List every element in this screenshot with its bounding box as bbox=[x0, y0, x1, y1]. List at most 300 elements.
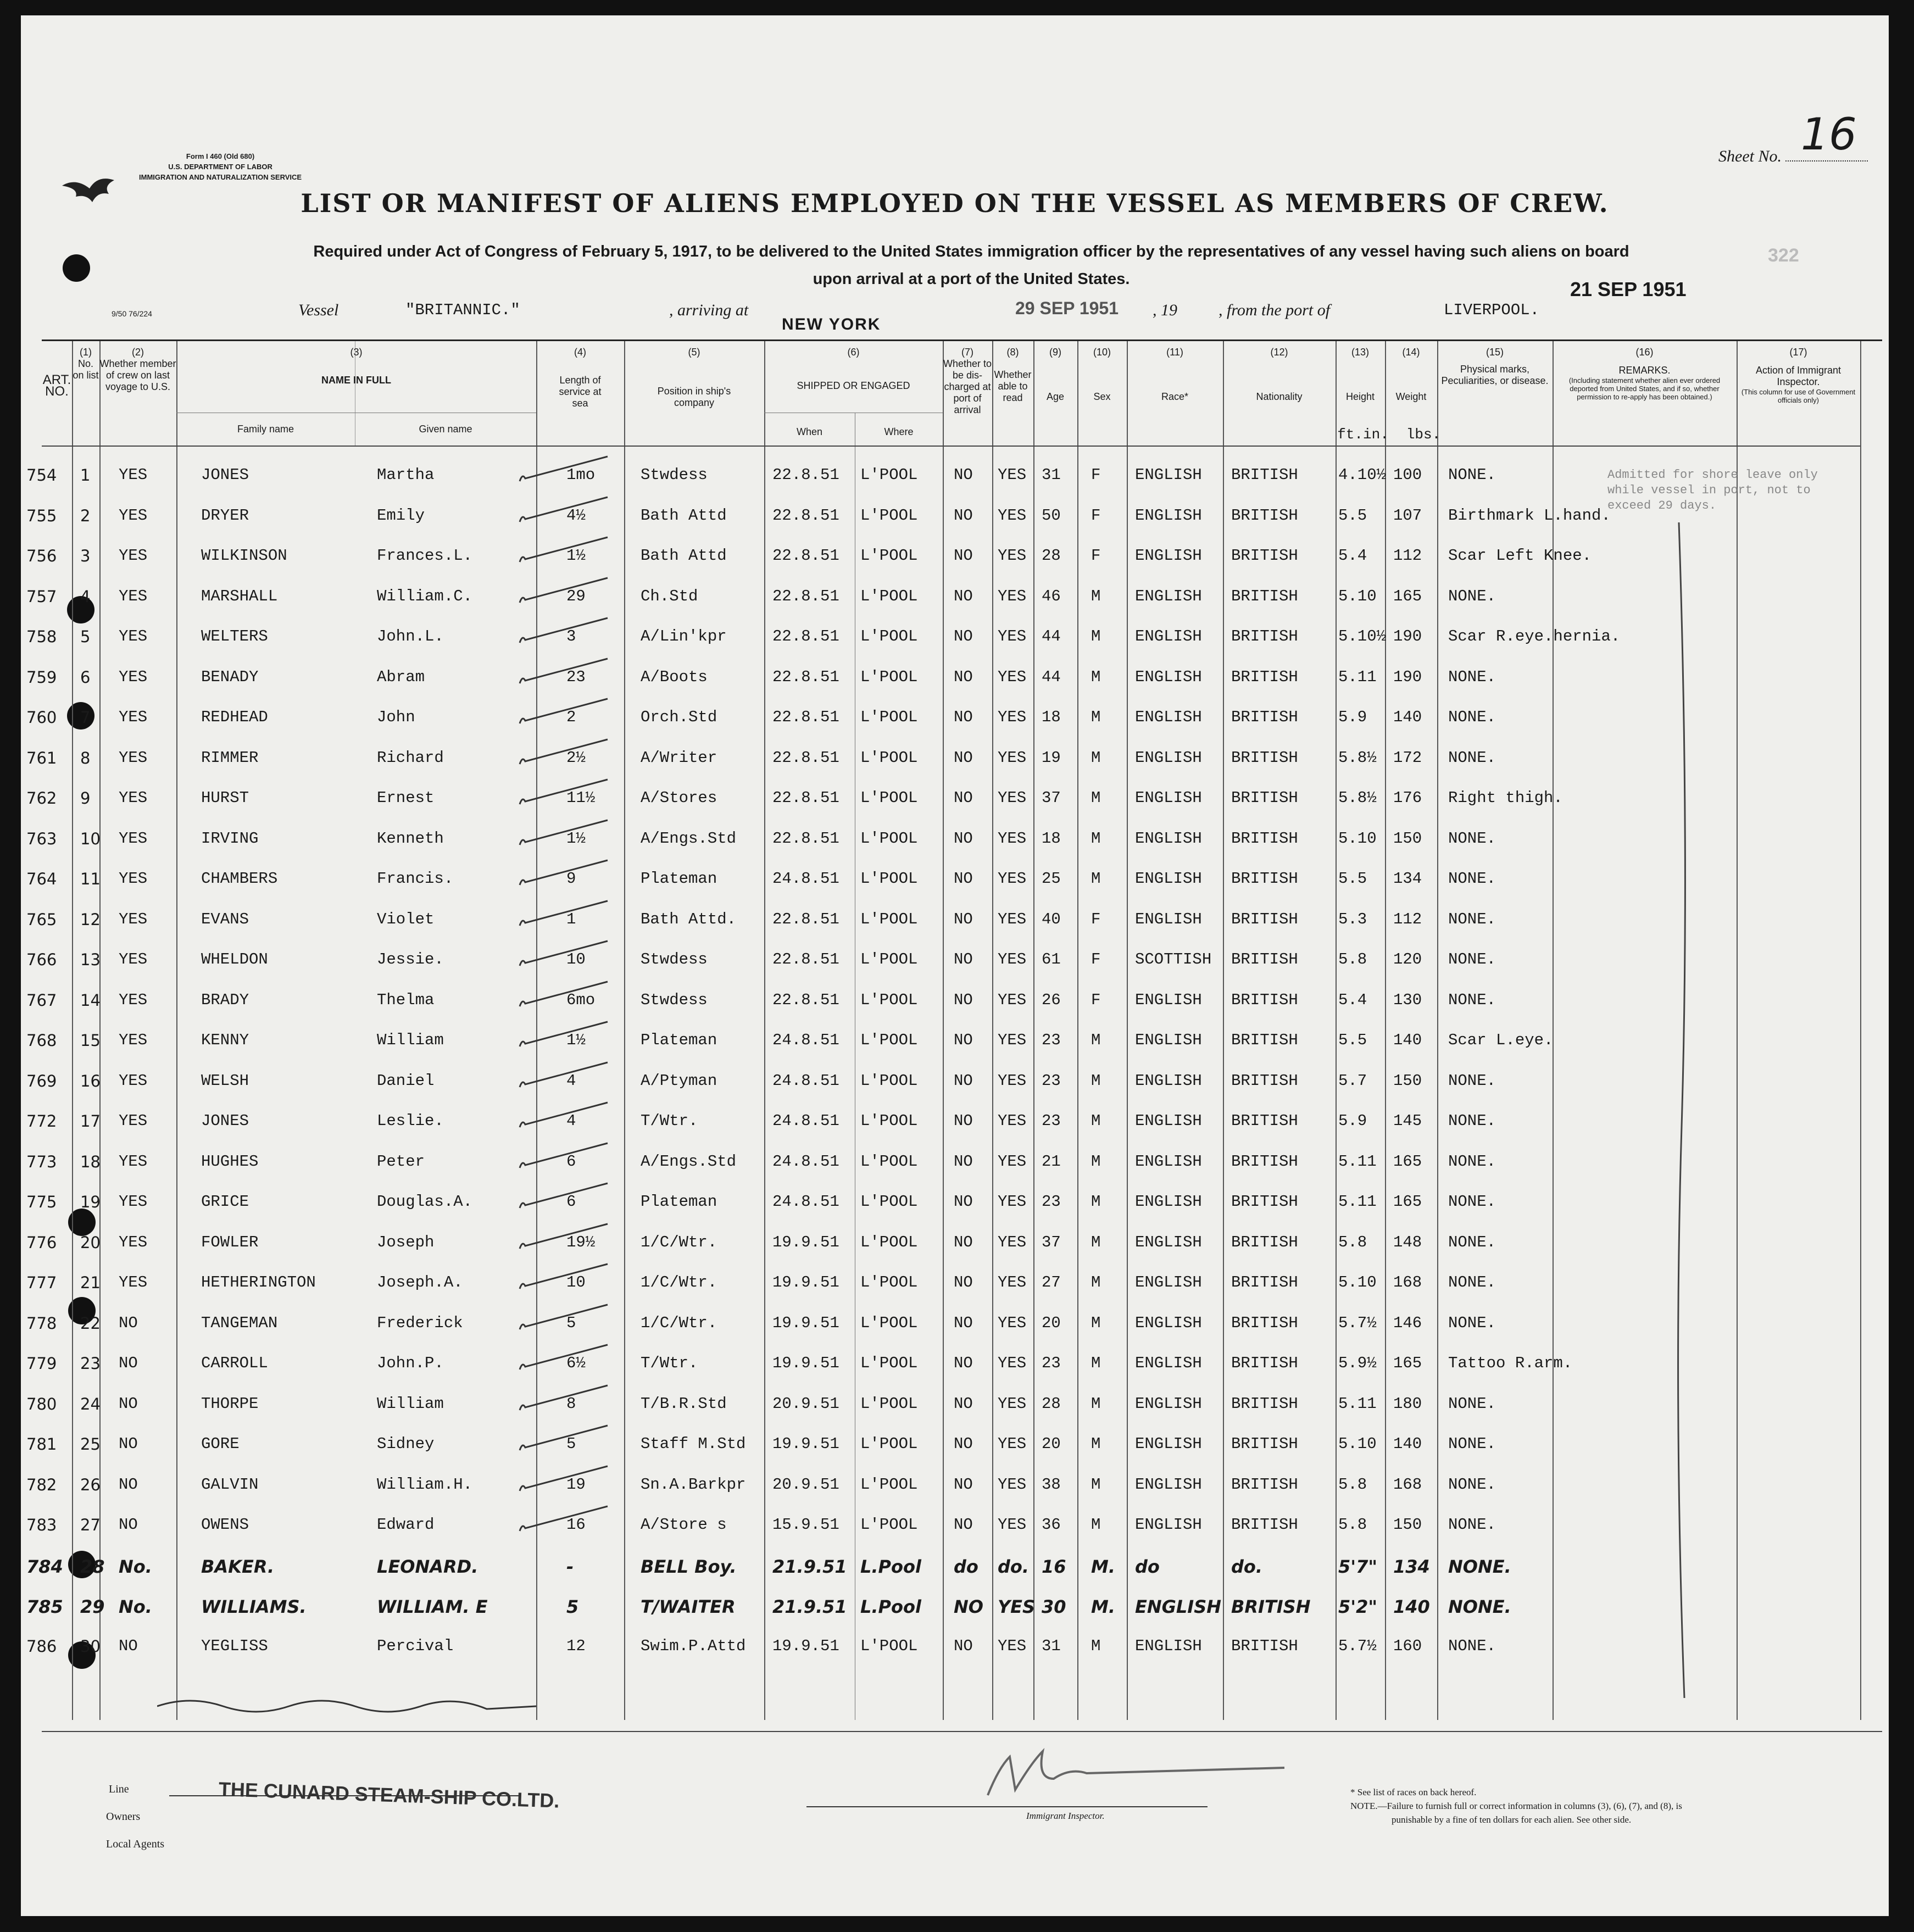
height-cell: 5.9 bbox=[1338, 708, 1367, 726]
able-to-read-cell: YES bbox=[998, 1273, 1027, 1291]
header-prev-voyage: (2) Whether member of crew on last voyage to U.S. bbox=[99, 347, 176, 392]
prev-voyage-cell: YES bbox=[119, 627, 148, 645]
given-name-cell: Leslie. bbox=[377, 1112, 444, 1130]
shipped-when-cell: 22.8.51 bbox=[772, 708, 839, 726]
age-cell: 46 bbox=[1042, 587, 1061, 605]
service-length-cell: 11½ bbox=[566, 789, 596, 807]
service-length-cell: 6mo bbox=[566, 991, 596, 1009]
discharge-cell: NO bbox=[954, 1354, 973, 1372]
nationality-cell: BRITISH bbox=[1231, 668, 1298, 686]
prev-voyage-cell: YES bbox=[119, 829, 148, 848]
service-length-cell: 1½ bbox=[566, 547, 586, 565]
race-cell: ENGLISH bbox=[1135, 506, 1202, 525]
service-length-cell: 1 bbox=[566, 910, 576, 928]
nationality-cell: BRITISH bbox=[1231, 1233, 1298, 1251]
list-number-cell: 16 bbox=[80, 1072, 101, 1090]
service-length-cell: 5 bbox=[566, 1596, 579, 1617]
table-row bbox=[26, 1060, 1882, 1100]
list-number-cell: 27 bbox=[80, 1516, 101, 1534]
physical-marks-cell: NONE. bbox=[1448, 1637, 1496, 1655]
age-cell: 19 bbox=[1042, 749, 1061, 767]
list-number-cell: 26 bbox=[80, 1476, 101, 1494]
list-number-cell: 24 bbox=[80, 1395, 101, 1413]
service-length-cell: 2 bbox=[566, 708, 576, 726]
position-cell: Stwdess bbox=[641, 991, 708, 1009]
sex-cell: M bbox=[1091, 829, 1101, 848]
shipped-where-cell: L'POOL bbox=[860, 1354, 918, 1372]
age-cell: 61 bbox=[1042, 950, 1061, 968]
list-number-cell: 7 bbox=[80, 708, 91, 727]
remarks-note: Admitted for shore leave only while vessel in port, not to exceed 29 days. bbox=[1607, 468, 1818, 513]
weight-cell: 168 bbox=[1393, 1273, 1422, 1291]
nationality-cell: BRITISH bbox=[1231, 1516, 1298, 1534]
able-to-read-cell: YES bbox=[998, 1354, 1027, 1372]
age-cell: 20 bbox=[1042, 1435, 1061, 1453]
weight-cell: 165 bbox=[1393, 1152, 1422, 1171]
service-length-cell: 6 bbox=[566, 1152, 576, 1171]
check-tick-mark bbox=[514, 1261, 613, 1294]
able-to-read-cell: YES bbox=[998, 749, 1027, 767]
page-title: LIST OR MANIFEST OF ALIENS EMPLOYED ON THE VESSEL AS MEMBERS OF CREW. bbox=[301, 188, 1609, 218]
art-number-cell: 786 bbox=[26, 1637, 57, 1656]
shipped-where-cell: L'POOL bbox=[860, 829, 918, 848]
physical-marks-cell: Right thigh. bbox=[1448, 789, 1563, 807]
header-no-on-list: (1) No. on list bbox=[73, 347, 99, 381]
discharge-cell: NO bbox=[954, 749, 973, 767]
able-to-read-cell: YES bbox=[998, 910, 1027, 928]
able-to-read-cell: YES bbox=[998, 1112, 1027, 1130]
shipped-when-cell: 24.8.51 bbox=[772, 1072, 839, 1090]
discharge-cell: NO bbox=[954, 547, 973, 565]
form-code: 9/50 76/224 bbox=[112, 309, 152, 318]
table-row bbox=[26, 615, 1882, 656]
sex-cell: M bbox=[1091, 1435, 1101, 1453]
list-number-cell: 9 bbox=[80, 789, 91, 808]
family-name-cell: BRADY bbox=[201, 991, 249, 1009]
position-cell: Bath Attd. bbox=[641, 910, 737, 928]
list-number-cell: 21 bbox=[80, 1273, 101, 1292]
shipped-where-cell: L'POOL bbox=[860, 1031, 918, 1049]
position-cell: T/Wtr. bbox=[641, 1354, 698, 1372]
check-tick-mark bbox=[514, 1100, 613, 1133]
year-label: , 19 bbox=[1153, 301, 1177, 319]
art-number-cell: 765 bbox=[26, 910, 57, 929]
shipped-where-cell: L'POOL bbox=[860, 1637, 918, 1655]
check-tick-mark bbox=[514, 858, 613, 890]
given-name-cell: Peter bbox=[377, 1152, 425, 1171]
table-row bbox=[26, 575, 1882, 616]
check-tick-mark bbox=[514, 1181, 613, 1213]
able-to-read-cell: YES bbox=[998, 1072, 1027, 1090]
prev-voyage-cell: YES bbox=[119, 789, 148, 807]
age-cell: 31 bbox=[1042, 1637, 1061, 1655]
list-number-cell: 28 bbox=[80, 1556, 105, 1577]
service-length-cell: 23 bbox=[566, 668, 586, 686]
sex-cell: M bbox=[1091, 1112, 1101, 1130]
family-name-cell: WELSH bbox=[201, 1072, 249, 1090]
art-number-cell: 785 bbox=[26, 1596, 63, 1617]
able-to-read-cell: YES bbox=[998, 870, 1027, 888]
list-number-cell: 3 bbox=[80, 547, 91, 565]
height-cell: 5.5 bbox=[1338, 870, 1367, 888]
table-row bbox=[26, 494, 1882, 535]
weight-cell: 165 bbox=[1393, 1354, 1422, 1372]
list-number-cell: 15 bbox=[80, 1031, 101, 1050]
sex-cell: M bbox=[1091, 1031, 1101, 1049]
shipped-when-cell: 21.9.51 bbox=[772, 1596, 847, 1617]
check-tick-mark bbox=[514, 615, 613, 648]
nationality-cell: BRITISH bbox=[1231, 1273, 1298, 1291]
able-to-read-cell: YES bbox=[998, 627, 1027, 645]
weight-cell: 150 bbox=[1393, 829, 1422, 848]
race-cell: ENGLISH bbox=[1135, 789, 1202, 807]
family-name-cell: BENADY bbox=[201, 668, 259, 686]
age-cell: 40 bbox=[1042, 910, 1061, 928]
height-cell: 5.11 bbox=[1338, 668, 1377, 686]
discharge-cell: NO bbox=[954, 587, 973, 605]
shipped-where-cell: L'POOL bbox=[860, 749, 918, 767]
able-to-read-cell: YES bbox=[998, 1395, 1027, 1413]
age-cell: 25 bbox=[1042, 870, 1061, 888]
prev-voyage-cell: NO bbox=[119, 1516, 138, 1534]
age-cell: 44 bbox=[1042, 668, 1061, 686]
list-number-cell: 22 bbox=[80, 1314, 101, 1333]
nationality-cell: BRITISH bbox=[1231, 506, 1298, 525]
sex-cell: M bbox=[1091, 1637, 1101, 1655]
sheet-number: Sheet No. 16 bbox=[1718, 147, 1868, 166]
discharge-cell: NO bbox=[954, 1395, 973, 1413]
shipped-when-cell: 19.9.51 bbox=[772, 1435, 839, 1453]
list-number-cell: 29 bbox=[80, 1596, 105, 1617]
age-cell: 18 bbox=[1042, 708, 1061, 726]
given-name-cell: Joseph bbox=[377, 1233, 435, 1251]
check-tick-mark bbox=[514, 737, 613, 770]
race-cell: ENGLISH bbox=[1135, 1637, 1202, 1655]
prev-voyage-cell: NO bbox=[119, 1637, 138, 1655]
prev-voyage-cell: NO bbox=[119, 1395, 138, 1413]
shipped-where-cell: L'POOL bbox=[860, 1273, 918, 1291]
physical-marks-cell: NONE. bbox=[1448, 1193, 1496, 1211]
able-to-read-cell: YES bbox=[998, 1314, 1027, 1332]
given-name-cell: Martha bbox=[377, 466, 435, 484]
able-to-read-cell: YES bbox=[998, 1637, 1027, 1655]
given-name-cell: Violet bbox=[377, 910, 435, 928]
shipped-where-cell: L'POOL bbox=[860, 1233, 918, 1251]
physical-marks-cell: NONE. bbox=[1448, 1273, 1496, 1291]
age-cell: 23 bbox=[1042, 1193, 1061, 1211]
prev-voyage-cell: No. bbox=[119, 1596, 152, 1617]
line-label: Line bbox=[109, 1783, 129, 1795]
header-name: (3) NAME IN FULL bbox=[321, 347, 391, 386]
weight-cell: 190 bbox=[1393, 627, 1422, 645]
age-cell: 23 bbox=[1042, 1112, 1061, 1130]
nationality-cell: BRITISH bbox=[1231, 627, 1298, 645]
physical-marks-cell: NONE. bbox=[1448, 1435, 1496, 1453]
height-cell: 5.5 bbox=[1338, 1031, 1367, 1049]
shipped-where-cell: L'POOL bbox=[860, 1314, 918, 1332]
race-cell: ENGLISH bbox=[1135, 1273, 1202, 1291]
able-to-read-cell: YES bbox=[998, 587, 1027, 605]
position-cell: Staff M.Std bbox=[641, 1435, 746, 1453]
given-name-cell: Ernest bbox=[377, 789, 435, 807]
check-tick-mark bbox=[514, 1383, 613, 1416]
shipped-where-cell: L'POOL bbox=[860, 1152, 918, 1171]
art-number-cell: 775 bbox=[26, 1193, 57, 1211]
service-length-cell: 4½ bbox=[566, 506, 586, 525]
vessel-name: "BRITANNIC." bbox=[405, 301, 520, 319]
position-cell: T/Wtr. bbox=[641, 1112, 698, 1130]
shipped-where-cell: L'POOL bbox=[860, 789, 918, 807]
table-row bbox=[26, 1221, 1882, 1262]
weight-cell: 112 bbox=[1393, 547, 1422, 565]
shipped-when-cell: 19.9.51 bbox=[772, 1637, 839, 1655]
prev-voyage-cell: YES bbox=[119, 1112, 148, 1130]
sex-cell: M bbox=[1091, 1233, 1101, 1251]
table-row bbox=[26, 1625, 1882, 1666]
position-cell: A/Store s bbox=[641, 1516, 727, 1534]
check-tick-mark bbox=[514, 1504, 613, 1536]
check-tick-mark bbox=[514, 1221, 613, 1254]
shipped-where-cell: L'POOL bbox=[860, 708, 918, 726]
race-cell: ENGLISH bbox=[1135, 627, 1202, 645]
from-label: , from the port of bbox=[1218, 301, 1331, 319]
physical-marks-cell: NONE. bbox=[1448, 910, 1496, 928]
shipped-where-cell: L'POOL bbox=[860, 587, 918, 605]
discharge-cell: NO bbox=[954, 991, 973, 1009]
list-number-cell: 10 bbox=[80, 829, 101, 848]
race-cell: ENGLISH bbox=[1135, 1233, 1202, 1251]
sex-cell: M bbox=[1091, 1072, 1101, 1090]
punch-hole bbox=[63, 254, 90, 282]
height-cell: 5.10 bbox=[1338, 1273, 1377, 1291]
race-cell: ENGLISH bbox=[1135, 547, 1202, 565]
physical-marks-cell: NONE. bbox=[1448, 1395, 1496, 1413]
inspector-signature bbox=[977, 1746, 1306, 1806]
discharge-cell: NO bbox=[954, 1193, 973, 1211]
height-cell: 5.7½ bbox=[1338, 1314, 1377, 1332]
sex-cell: M bbox=[1091, 1314, 1101, 1332]
able-to-read-cell: YES bbox=[998, 1596, 1036, 1617]
nationality-cell: BRITISH bbox=[1231, 870, 1298, 888]
age-cell: 28 bbox=[1042, 547, 1061, 565]
given-name-cell: William.H. bbox=[377, 1476, 473, 1494]
discharge-cell: NO bbox=[954, 708, 973, 726]
nationality-cell: BRITISH bbox=[1231, 1637, 1298, 1655]
shipped-when-cell: 20.9.51 bbox=[772, 1395, 839, 1413]
art-number-cell: 769 bbox=[26, 1072, 57, 1090]
given-name-cell: John bbox=[377, 708, 415, 726]
weight-cell: 160 bbox=[1393, 1637, 1422, 1655]
sex-cell: M bbox=[1091, 627, 1101, 645]
physical-marks-cell: Tattoo R.arm. bbox=[1448, 1354, 1573, 1372]
check-tick-mark bbox=[514, 1140, 613, 1173]
discharge-cell: NO bbox=[954, 1435, 973, 1453]
header-race: (11) Race* bbox=[1161, 347, 1189, 402]
check-tick-mark bbox=[514, 898, 613, 931]
vessel-label: Vessel bbox=[298, 301, 339, 319]
shipped-where-cell: L'POOL bbox=[860, 668, 918, 686]
prev-voyage-cell: No. bbox=[119, 1556, 152, 1577]
header-shipped: (6) SHIPPED OR ENGAGED bbox=[797, 347, 910, 391]
shipped-when-cell: 22.8.51 bbox=[772, 749, 839, 767]
weight-cell: 134 bbox=[1393, 870, 1422, 888]
discharge-cell: NO bbox=[954, 1476, 973, 1494]
table-row bbox=[26, 1181, 1882, 1221]
nationality-cell: do. bbox=[1231, 1556, 1263, 1577]
prev-voyage-cell: YES bbox=[119, 910, 148, 928]
age-cell: 38 bbox=[1042, 1476, 1061, 1494]
height-cell: 5.11 bbox=[1338, 1395, 1377, 1413]
weight-cell: 168 bbox=[1393, 1476, 1422, 1494]
nationality-cell: BRITISH bbox=[1231, 1031, 1298, 1049]
nationality-cell: BRITISH bbox=[1231, 1354, 1298, 1372]
shipped-where-cell: L'POOL bbox=[860, 910, 918, 928]
list-number-cell: 23 bbox=[80, 1354, 101, 1373]
list-number-cell: 18 bbox=[80, 1152, 101, 1171]
shipped-where-cell: L'POOL bbox=[860, 1395, 918, 1413]
position-cell: Swim.P.Attd bbox=[641, 1637, 746, 1655]
header-when: When bbox=[796, 426, 823, 437]
physical-marks-cell: NONE. bbox=[1448, 870, 1496, 888]
sex-cell: M bbox=[1091, 749, 1101, 767]
shipped-where-cell: L'POOL bbox=[860, 950, 918, 968]
age-cell: 31 bbox=[1042, 466, 1061, 484]
race-cell: ENGLISH bbox=[1135, 870, 1202, 888]
table-row bbox=[26, 1463, 1882, 1504]
service-length-cell: 29 bbox=[566, 587, 586, 605]
given-name-cell: Kenneth bbox=[377, 829, 444, 848]
shipped-where-cell: L'POOL bbox=[860, 547, 918, 565]
family-name-cell: CARROLL bbox=[201, 1354, 268, 1372]
age-cell: 36 bbox=[1042, 1516, 1061, 1534]
prev-voyage-cell: NO bbox=[119, 1314, 138, 1332]
shipped-when-cell: 22.8.51 bbox=[772, 627, 839, 645]
weight-unit: lbs. bbox=[1406, 426, 1441, 443]
arrival-date-stamp: 29 SEP 1951 bbox=[1015, 298, 1119, 318]
service-length-cell: - bbox=[566, 1556, 574, 1577]
check-tick-mark bbox=[514, 817, 613, 850]
service-length-cell: 10 bbox=[566, 1273, 586, 1291]
sex-cell: M bbox=[1091, 1193, 1101, 1211]
shipped-when-cell: 24.8.51 bbox=[772, 870, 839, 888]
able-to-read-cell: YES bbox=[998, 708, 1027, 726]
discharge-cell: NO bbox=[954, 829, 973, 848]
able-to-read-cell: YES bbox=[998, 1152, 1027, 1171]
given-name-cell: Emily bbox=[377, 506, 425, 525]
shipped-when-cell: 24.8.51 bbox=[772, 1193, 839, 1211]
family-name-cell: OWENS bbox=[201, 1516, 249, 1534]
service-length-cell: 4 bbox=[566, 1112, 576, 1130]
weight-cell: 145 bbox=[1393, 1112, 1422, 1130]
art-number-cell: 755 bbox=[26, 506, 57, 525]
nationality-cell: BRITISH bbox=[1231, 1072, 1298, 1090]
able-to-read-cell: YES bbox=[998, 829, 1027, 848]
age-cell: 37 bbox=[1042, 1233, 1061, 1251]
check-tick-mark bbox=[514, 938, 613, 971]
height-cell: 5'2" bbox=[1338, 1596, 1377, 1617]
service-length-cell: 9 bbox=[566, 870, 576, 888]
age-cell: 23 bbox=[1042, 1354, 1061, 1372]
sex-cell: F bbox=[1091, 547, 1101, 565]
service-length-cell: 19 bbox=[566, 1476, 586, 1494]
shipped-when-cell: 21.9.51 bbox=[772, 1556, 847, 1577]
header-service: (4) Length of service at sea bbox=[559, 347, 602, 409]
art-number-cell: 767 bbox=[26, 991, 57, 1010]
position-cell: Stwdess bbox=[641, 466, 708, 484]
header-sex: (10) Sex bbox=[1093, 347, 1111, 402]
physical-marks-cell: NONE. bbox=[1448, 668, 1496, 686]
physical-marks-cell: Birthmark L.hand. bbox=[1448, 506, 1611, 525]
check-tick-mark bbox=[514, 1342, 613, 1375]
sex-cell: M bbox=[1091, 1273, 1101, 1291]
nationality-cell: BRITISH bbox=[1231, 587, 1298, 605]
weight-cell: 120 bbox=[1393, 950, 1422, 968]
height-cell: 5.5 bbox=[1338, 506, 1367, 525]
shipped-when-cell: 24.8.51 bbox=[772, 1152, 839, 1171]
physical-marks-cell: NONE. bbox=[1448, 1556, 1511, 1577]
family-name-cell: GALVIN bbox=[201, 1476, 259, 1494]
given-name-cell: Edward bbox=[377, 1516, 435, 1534]
race-cell: ENGLISH bbox=[1135, 1596, 1222, 1617]
given-name-cell: Richard bbox=[377, 749, 444, 767]
art-number-cell: 780 bbox=[26, 1395, 57, 1413]
service-length-cell: 3 bbox=[566, 627, 576, 645]
position-cell: Bath Attd bbox=[641, 547, 727, 565]
form-identifier: Form I 460 (Old 680) U.S. DEPARTMENT OF LABOR IMMIGRATION AND NATURALIZATION SERVICE bbox=[139, 152, 302, 181]
header-physical-marks: (15) Physical marks, Peculiarities, or disease. bbox=[1441, 347, 1549, 386]
race-cell: ENGLISH bbox=[1135, 1031, 1202, 1049]
art-number-cell: 760 bbox=[26, 708, 57, 727]
nationality-cell: BRITISH bbox=[1231, 991, 1298, 1009]
shipped-when-cell: 19.9.51 bbox=[772, 1273, 839, 1291]
discharge-cell: NO bbox=[954, 1072, 973, 1090]
discharge-cell: NO bbox=[954, 1112, 973, 1130]
discharge-cell: NO bbox=[954, 870, 973, 888]
prev-voyage-cell: YES bbox=[119, 708, 148, 726]
age-cell: 18 bbox=[1042, 829, 1061, 848]
list-number-cell: 1 bbox=[80, 466, 91, 485]
table-row bbox=[26, 1019, 1882, 1060]
shipped-where-cell: L'POOL bbox=[860, 466, 918, 484]
given-name-cell: Frances.L. bbox=[377, 547, 473, 565]
given-name-cell: WILLIAM. E bbox=[377, 1596, 488, 1617]
position-cell: A/Boots bbox=[641, 668, 708, 686]
nationality-cell: BRITISH bbox=[1231, 910, 1298, 928]
art-number-cell: 772 bbox=[26, 1112, 57, 1131]
able-to-read-cell: YES bbox=[998, 547, 1027, 565]
prev-voyage-cell: YES bbox=[119, 950, 148, 968]
family-name-cell: GRICE bbox=[201, 1193, 249, 1211]
family-name-cell: WILKINSON bbox=[201, 547, 287, 565]
prev-voyage-cell: YES bbox=[119, 1072, 148, 1090]
position-cell: Bath Attd bbox=[641, 506, 727, 525]
sex-cell: M bbox=[1091, 1354, 1101, 1372]
able-to-read-cell: YES bbox=[998, 1031, 1027, 1049]
height-cell: 5.10½ bbox=[1338, 627, 1387, 645]
nationality-cell: BRITISH bbox=[1231, 1314, 1298, 1332]
service-length-cell: 6½ bbox=[566, 1354, 586, 1372]
discharge-cell: NO bbox=[954, 506, 973, 525]
physical-marks-cell: NONE. bbox=[1448, 1233, 1496, 1251]
discharge-cell: NO bbox=[954, 1516, 973, 1534]
prev-voyage-cell: YES bbox=[119, 749, 148, 767]
header-remarks: (16) REMARKS. (Including statement whether alien ever ordered deported from United States, and if so, whether permission to re-apply has been obtained.) bbox=[1568, 347, 1721, 401]
table-row bbox=[26, 696, 1882, 737]
table-row bbox=[26, 1302, 1882, 1343]
height-unit: ft.in. bbox=[1337, 426, 1389, 443]
check-tick-mark bbox=[514, 656, 613, 689]
race-cell: ENGLISH bbox=[1135, 1354, 1202, 1372]
